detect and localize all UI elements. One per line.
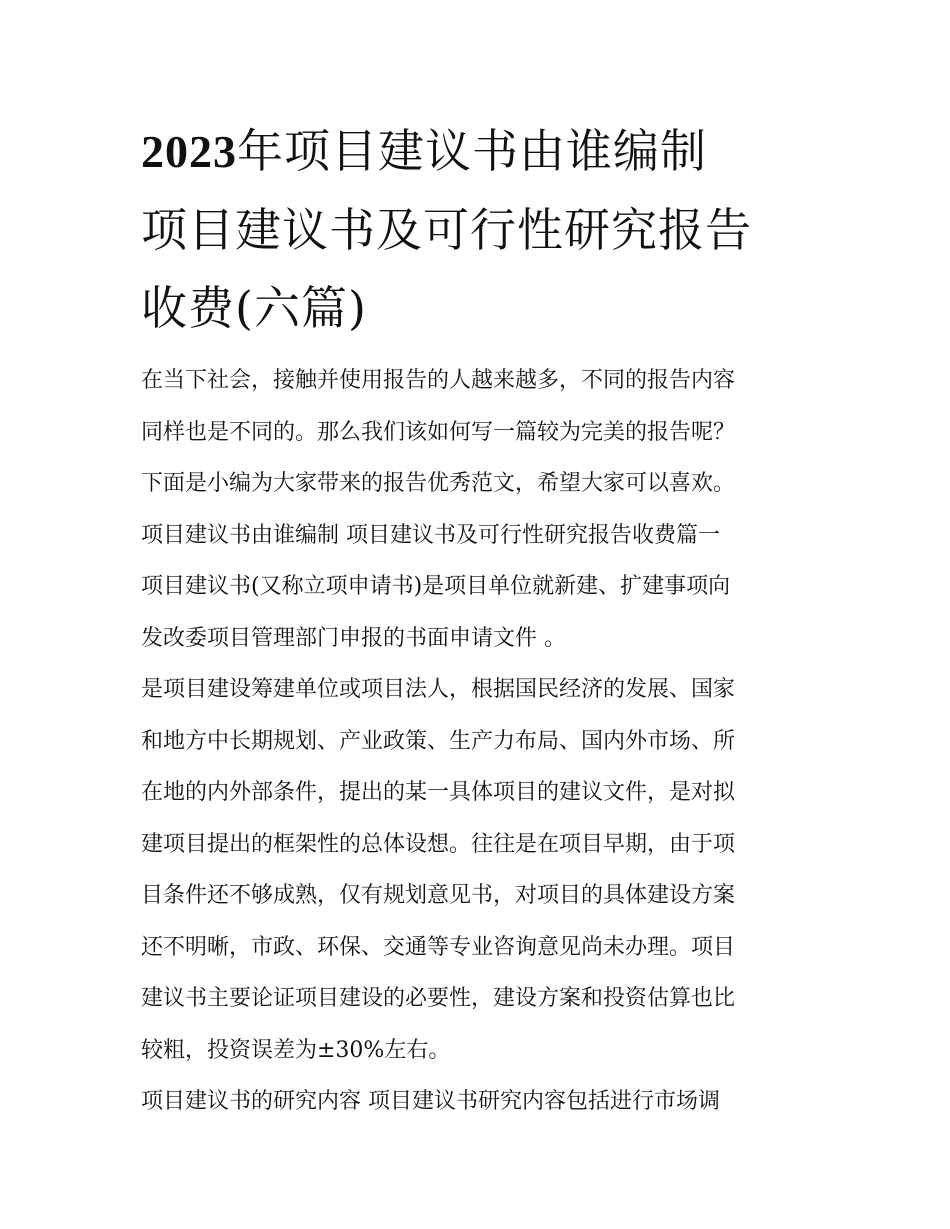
body-line: 在当下社会，接触并使用报告的人越来越多，不同的报告内容 (141, 368, 736, 393)
body-line: 项目建议书(又称立项申请书)是项目单位就新建、扩建事项向 (141, 574, 731, 599)
title-line-2: 项目建议书及可行性研究报告 (141, 203, 752, 257)
body-line: 较粗，投资误差为±30%左右。 (141, 1037, 451, 1063)
body-line: 是项目建设筹建单位或项目法人，根据国民经济的发展、国家 (141, 677, 736, 702)
document-title (141, 112, 841, 347)
title-line-3: 收费(六篇) (141, 281, 367, 335)
document-body (141, 355, 831, 1128)
body-line: 还不明晰，市政、环保、交通等专业咨询意见尚未办理。项目 (141, 934, 736, 960)
body-line: 同样也是不同的。那么我们该如何写一篇较为完美的报告呢？ (141, 419, 736, 445)
body-line: 和地方中长期规划、产业政策、生产力布局、国内外市场、所 (141, 728, 736, 754)
body-line: 项目建议书的研究内容 项目建议书研究内容包括进行市场调 (141, 1089, 720, 1114)
title-line-text: 年项目建议书由谁编制 (237, 124, 707, 178)
body-line: 目条件还不够成熟，仅有规划意见书，对项目的具体建设方案 (141, 883, 736, 908)
title-year: 2023 (141, 126, 237, 177)
body-line: 建项目提出的框架性的总体设想。往往是在项目早期，由于项 (141, 831, 736, 857)
body-line: 在地的内外部条件，提出的某一具体项目的建议文件，是对拟 (141, 780, 736, 805)
title-line-1 (141, 112, 841, 191)
body-line: 发改委项目管理部门申报的书面申请文件 。 (141, 625, 566, 651)
body-line: 下面是小编为大家带来的报告优秀范文，希望大家可以喜欢。 (141, 471, 736, 496)
body-line: 建议书主要论证项目建设的必要性，建设方案和投资估算也比 (141, 986, 736, 1011)
body-line: 项目建议书由谁编制 项目建议书及可行性研究报告收费篇一 (141, 522, 720, 548)
